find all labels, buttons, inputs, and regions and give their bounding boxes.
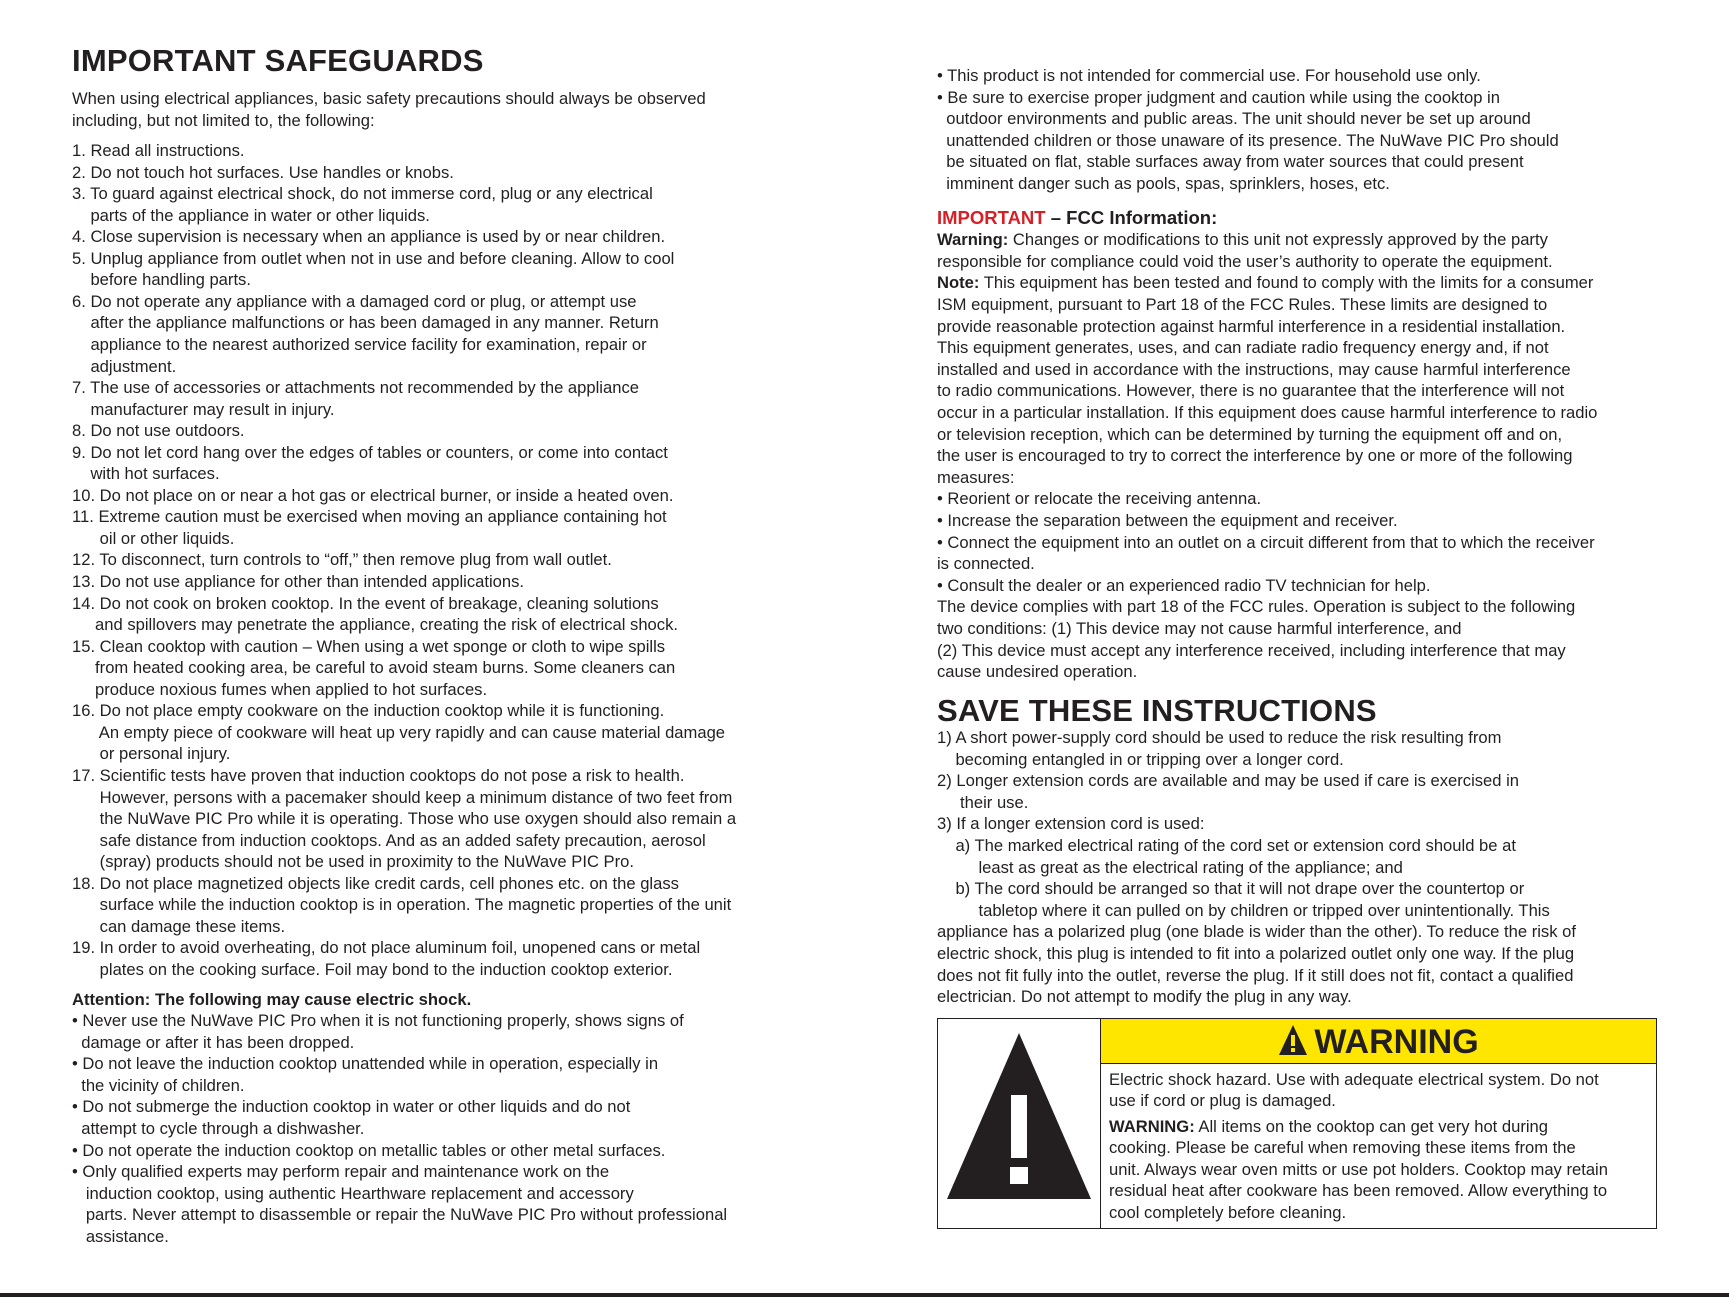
attention-line: the vicinity of children. — [72, 1075, 245, 1095]
usage-line: • Be sure to exercise proper judgment and caution while using the cooktop in — [937, 87, 1500, 107]
fcc-line: two conditions: (1) This device may not cause harmful interference, and — [937, 619, 1462, 638]
safeguard-line: manufacturer may result in injury. — [72, 399, 335, 419]
safeguard-line: 10. Do not place on or near a hot gas or electrical burner, or inside a heated oven. — [72, 485, 674, 505]
warning-label: WARNING: — [1109, 1117, 1195, 1136]
fcc-line: • Connect the equipment into an outlet on a circuit different from that to which the receiver — [937, 532, 1595, 552]
save-line: b) The cord should be arranged so that it will not drape over the countertop or — [937, 879, 1525, 899]
warning-line: cool completely before cleaning. — [1109, 1202, 1347, 1222]
safeguard-line: produce noxious fumes when applied to hot surfaces. — [72, 679, 488, 699]
safeguard-line: (spray) products should not be used in proximity to the NuWave PIC Pro. — [72, 852, 634, 872]
fcc-heading — [937, 207, 1217, 229]
save-line: their use. — [937, 792, 1029, 812]
safeguard-line: 1. Read all instructions. — [72, 141, 245, 160]
save-line: does not fit fully into the outlet, reverse the plug. If it still does not fit, contact a qualified — [937, 965, 1574, 985]
safeguard-line: 17. Scientific tests have proven that induction cooktops do not pose a risk to health. — [72, 765, 685, 785]
safeguard-line: surface while the induction cooktop is in operation. The magnetic properties of the unit — [72, 895, 732, 915]
safeguard-line: 9. Do not let cord hang over the edges of tables or counters, or come into contact — [72, 442, 668, 462]
warning-text-2: use if cord or plug is damaged. — [1109, 1091, 1336, 1110]
fcc-warning-label: Warning: — [937, 230, 1009, 249]
safeguard-line: 11. Extreme caution must be exercised when moving an appliance containing hot — [72, 507, 667, 527]
attention-line: • Only qualified experts may perform repair and maintenance work on the — [72, 1162, 610, 1182]
fcc-line: measures: — [937, 467, 1015, 487]
fcc-line: This equipment generates, uses, and can radiate radio frequency energy and, if not — [937, 338, 1549, 358]
save-instructions-title: SAVE THESE INSTRUCTIONS — [937, 693, 1377, 728]
fcc-line: The device complies with part 18 of the FCC rules. Operation is subject to the following — [937, 597, 1576, 617]
warning-box — [937, 1018, 1657, 1229]
save-line: 1) A short power-supply cord should be used to reduce the risk resulting from — [937, 728, 1502, 747]
attention-heading: Attention: The following may cause electric shock. — [72, 990, 472, 1009]
attention-line: • Do not leave the induction cooktop unattended while in operation, especially in — [72, 1054, 659, 1074]
safeguard-line: 3. To guard against electrical shock, do not immerse cord, plug or any electrical — [72, 184, 653, 204]
fcc-line: responsible for compliance could void the user’s authority to operate the equipment. — [937, 252, 1553, 271]
warning-line: cooking. Please be careful when removing these items from the — [1109, 1138, 1576, 1157]
save-line: electrician. Do not attempt to modify the plug in any way. — [937, 987, 1352, 1007]
warning-text-3 — [1109, 1116, 1548, 1138]
fcc-line: cause undesired operation. — [937, 662, 1138, 682]
safeguard-line: 8. Do not use outdoors. — [72, 421, 245, 441]
safeguard-line: after the appliance malfunctions or has been damaged in any manner. Return — [72, 313, 659, 333]
attention-line: assistance. — [72, 1227, 169, 1246]
fcc-line: is connected. — [937, 554, 1035, 574]
fcc-line: ISM equipment, pursuant to Part 18 of the FCC Rules. These limits are designed to — [937, 295, 1548, 314]
safeguard-line: 12. To disconnect, turn controls to “off,” then remove plug from wall outlet. — [72, 550, 612, 570]
safeguard-line: appliance to the nearest authorized service facility for examination, repair or — [72, 334, 647, 354]
fcc-important-label: IMPORTANT — [937, 207, 1046, 228]
fcc-line: provide reasonable protection against harmful interference in a residential installation. — [937, 316, 1566, 336]
warning-triangle-icon — [938, 1019, 1100, 1228]
warning-banner — [1101, 1019, 1656, 1064]
fcc-line: the user is encouraged to try to correct the interference by one or more of the following — [937, 446, 1573, 466]
fcc-note-label: Note: — [937, 273, 980, 292]
safeguard-line: with hot surfaces. — [72, 464, 220, 484]
warning-heading-text: WARNING — [1314, 1023, 1479, 1061]
safeguard-line: plates on the cooking surface. Foil may bond to the induction cooktop exterior. — [72, 959, 673, 979]
save-line: least as great as the electrical rating of the appliance; and — [937, 857, 1403, 877]
warning-label-text: All items on the cooktop can get very hot during — [1194, 1117, 1549, 1136]
attention-line: parts. Never attempt to disassemble or repair the NuWave PIC Pro without professional — [72, 1205, 728, 1225]
fcc-line: occur in a particular installation. If this equipment does cause harmful interference to radio — [937, 403, 1598, 422]
safeguard-line: However, persons with a pacemaker should keep a minimum distance of two feet from — [72, 787, 733, 807]
attention-line: damage or after it has been dropped. — [72, 1032, 355, 1052]
safeguard-line: before handling parts. — [72, 270, 251, 290]
save-line: electric shock, this plug is intended to fit into a polarized outlet only one way. If the plug — [937, 944, 1575, 963]
save-line: 2) Longer extension cords are available and may be used if care is exercised in — [937, 771, 1520, 791]
save-line: appliance has a polarized plug (one blade is wider than the other). To reduce the risk of — [937, 922, 1576, 942]
fcc-line: • Increase the separation between the equipment and receiver. — [937, 511, 1398, 530]
safeguard-line: adjustment. — [72, 356, 177, 376]
warning-line: residual heat after cookware has been removed. Allow everything to — [1109, 1181, 1608, 1201]
safeguard-line: 18. Do not place magnetized objects like credit cards, cell phones etc. on the glass — [72, 873, 679, 893]
usage-line: imminent danger such as pools, spas, sprinklers, hoses, etc. — [937, 174, 1390, 193]
safeguard-line: parts of the appliance in water or other liquids. — [72, 205, 430, 225]
safeguard-line: from heated cooking area, be careful to avoid steam burns. Some cleaners can — [72, 658, 676, 678]
safeguard-line: can damage these items. — [72, 916, 286, 936]
fcc-title: – FCC Information: — [1045, 207, 1218, 228]
attention-line: • Do not submerge the induction cooktop in water or other liquids and do not — [72, 1097, 631, 1117]
fcc-line: (2) This device must accept any interference received, including interference that may — [937, 640, 1566, 660]
safeguard-line: 15. Clean cooktop with caution – When using a wet sponge or cloth to wipe spills — [72, 636, 666, 656]
safeguard-line: 13. Do not use appliance for other than intended applications. — [72, 572, 525, 591]
fcc-line: or television reception, which can be determined by turning the equipment off and on, — [937, 424, 1563, 444]
warning-icon-panel — [938, 1019, 1101, 1228]
warning-line: unit. Always wear oven mitts or use pot holders. Cooktop may retain — [1109, 1159, 1608, 1179]
attention-line: • Never use the NuWave PIC Pro when it is not functioning properly, shows signs of — [72, 1011, 684, 1030]
safeguard-line: or personal injury. — [72, 744, 231, 764]
fcc-line: • Reorient or relocate the receiving antenna. — [937, 489, 1262, 509]
warning-text-1: Electric shock hazard. Use with adequate electrical system. Do not — [1109, 1070, 1599, 1089]
warning-small-icon — [1278, 1024, 1308, 1056]
safeguard-line: safe distance from induction cooktops. And as an added safety precaution, aerosol — [72, 830, 706, 850]
usage-line: unattended children or those unaware of its presence. The NuWave PIC Pro should — [937, 130, 1559, 150]
safeguard-line: An empty piece of cookware will heat up very rapidly and can cause material damage — [72, 722, 726, 742]
usage-line: • This product is not intended for commercial use. For household use only. — [937, 66, 1481, 85]
save-line: becoming entangled in or tripping over a longer cord. — [937, 749, 1344, 769]
save-line: 3) If a longer extension cord is used: — [937, 814, 1205, 834]
fcc-warning-text: Changes or modifications to this unit not expressly approved by the party — [1008, 230, 1548, 249]
attention-line: induction cooktop, using authentic Hearthware replacement and accessory — [72, 1183, 634, 1203]
fcc-line: • Consult the dealer or an experienced radio TV technician for help. — [937, 575, 1431, 595]
bottom-rule — [0, 1293, 1729, 1297]
attention-line: • Do not operate the induction cooktop on metallic tables or other metal surfaces. — [72, 1140, 666, 1160]
safeguard-line: 14. Do not cook on broken cooktop. In the event of breakage, cleaning solutions — [72, 593, 659, 613]
save-line: tabletop where it can pulled on by children or tripped over unintentionally. This — [937, 900, 1550, 920]
fcc-note-text: This equipment has been tested and found to comply with the limits for a consumer — [979, 273, 1594, 292]
safeguard-line: 16. Do not place empty cookware on the induction cooktop while it is functioning. — [72, 701, 665, 721]
safeguard-line: 4. Close supervision is necessary when an appliance is used by or near children. — [72, 227, 666, 247]
safeguard-line: the NuWave PIC Pro while it is operating. Those who use oxygen should also remain a — [72, 809, 737, 829]
page-title: IMPORTANT SAFEGUARDS — [72, 43, 484, 78]
fcc-warning-line — [937, 229, 1548, 251]
fcc-note-line — [937, 272, 1593, 294]
safeguard-line: 6. Do not operate any appliance with a damaged cord or plug, or attempt use — [72, 291, 637, 311]
save-line: a) The marked electrical rating of the cord set or extension cord should be at — [937, 836, 1516, 855]
attention-line: attempt to cycle through a dishwasher. — [72, 1119, 365, 1138]
safeguard-line: 2. Do not touch hot surfaces. Use handles or knobs. — [72, 162, 454, 182]
safeguard-line: 19. In order to avoid overheating, do not place aluminum foil, unopened cans or metal — [72, 938, 701, 958]
safeguard-line: 7. The use of accessories or attachments not recommended by the appliance — [72, 378, 639, 398]
usage-line: be situated on flat, stable surfaces away from water sources that could present — [937, 152, 1524, 172]
safeguard-line: 5. Unplug appliance from outlet when not in use and before cleaning. Allow to cool — [72, 248, 675, 268]
intro-line: including, but not limited to, the following: — [72, 110, 375, 130]
fcc-line: to radio communications. However, there is no guarantee that the interference will not — [937, 381, 1565, 401]
safeguard-line: oil or other liquids. — [72, 528, 235, 548]
intro-line: When using electrical appliances, basic safety precautions should always be observed — [72, 89, 706, 108]
fcc-line: installed and used in accordance with the instructions, may cause harmful interference — [937, 359, 1571, 379]
usage-line: outdoor environments and public areas. The unit should never be set up around — [937, 109, 1531, 129]
warning-heading — [1101, 1024, 1656, 1060]
safeguard-line: and spillovers may penetrate the appliance, creating the risk of electrical shock. — [72, 615, 678, 635]
